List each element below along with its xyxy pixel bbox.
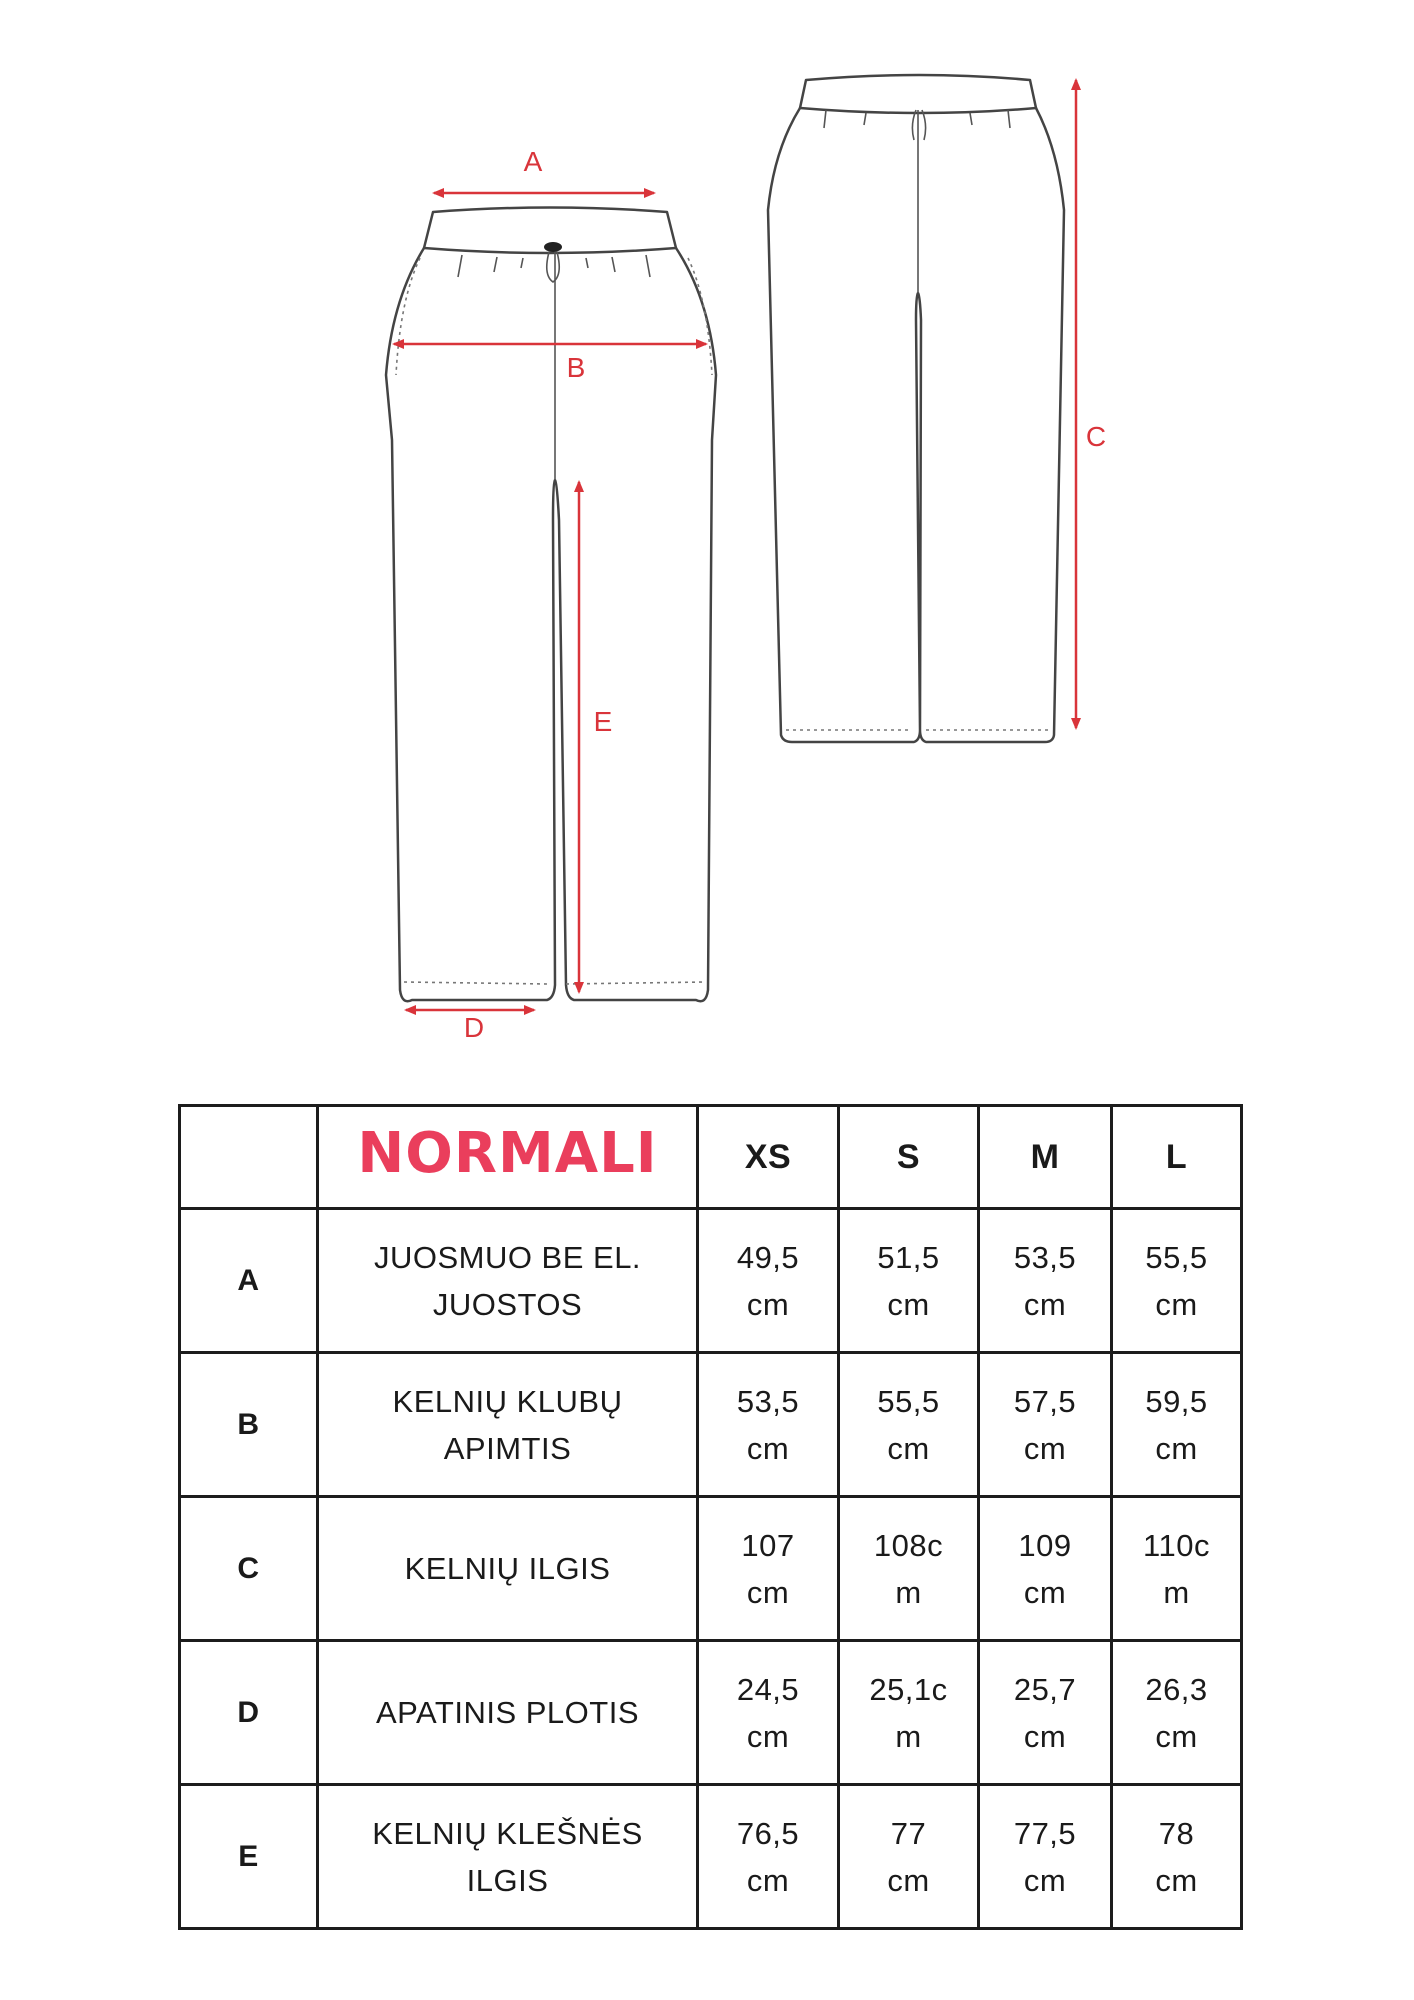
size-header-xs: XS [698,1106,839,1209]
measurement-value-s: 25,1c m [839,1641,979,1785]
label-b: B [566,352,586,383]
brand-logo: NORMALI [357,1120,658,1186]
measurement-code: E [180,1785,318,1929]
header-row [180,1106,1242,1209]
brand-logo-cell [318,1106,698,1209]
measurement-code: D [180,1641,318,1785]
size-chart-body [180,1209,1242,1929]
measurement-value-xs: 107 cm [698,1497,839,1641]
measurement-name: APATINIS PLOTIS [318,1641,698,1785]
table-row [180,1785,1242,1929]
label-d: D [463,1012,485,1043]
dimension-e [579,482,612,992]
measurement-value-l: 59,5 cm [1112,1353,1242,1497]
back-pants-drawing [768,75,1064,742]
measurement-name: KELNIŲ ILGIS [318,1497,698,1641]
measurement-value-l: 26,3 cm [1112,1641,1242,1785]
measurement-value-s: 51,5 cm [839,1209,979,1353]
label-e: E [593,706,613,737]
measurement-name: JUOSMUO BE EL. JUOSTOS [318,1209,698,1353]
measurement-value-xs: 24,5 cm [698,1641,839,1785]
measurement-value-m: 53,5 cm [979,1209,1112,1353]
measurement-value-m: 77,5 cm [979,1785,1112,1929]
measurement-value-xs: 76,5 cm [698,1785,839,1929]
dimension-a [434,146,654,193]
measurement-code: C [180,1497,318,1641]
measurement-value-m: 109 cm [979,1497,1112,1641]
measurement-value-l: 110c m [1112,1497,1242,1641]
measurement-value-xs: 49,5 cm [698,1209,839,1353]
size-header-l: L [1112,1106,1242,1209]
measurement-code: B [180,1353,318,1497]
measurement-name: KELNIŲ KLEŠNĖS ILGIS [318,1785,698,1929]
dimension-c [1076,80,1106,728]
measurement-value-l: 78 cm [1112,1785,1242,1929]
empty-header-cell [180,1106,318,1209]
front-pants-drawing [386,208,716,1002]
size-header-m: M [979,1106,1112,1209]
size-chart-header [180,1106,1242,1209]
size-chart-table [178,1104,1243,1930]
measurement-value-xs: 53,5 cm [698,1353,839,1497]
measurement-value-s: 77 cm [839,1785,979,1929]
measurement-value-s: 55,5 cm [839,1353,979,1497]
table-row [180,1353,1242,1497]
measurement-name: KELNIŲ KLUBŲ APIMTIS [318,1353,698,1497]
dimension-b [394,344,706,383]
dimension-d [406,1010,534,1043]
table-row [180,1641,1242,1785]
measurement-value-l: 55,5 cm [1112,1209,1242,1353]
label-c: C [1085,421,1107,452]
size-header-s: S [839,1106,979,1209]
measurement-code: A [180,1209,318,1353]
measurement-value-m: 25,7 cm [979,1641,1112,1785]
measurement-value-m: 57,5 cm [979,1353,1112,1497]
measurement-value-s: 108c m [839,1497,979,1641]
table-row [180,1209,1242,1353]
label-a: A [523,146,543,177]
table-row [180,1497,1242,1641]
